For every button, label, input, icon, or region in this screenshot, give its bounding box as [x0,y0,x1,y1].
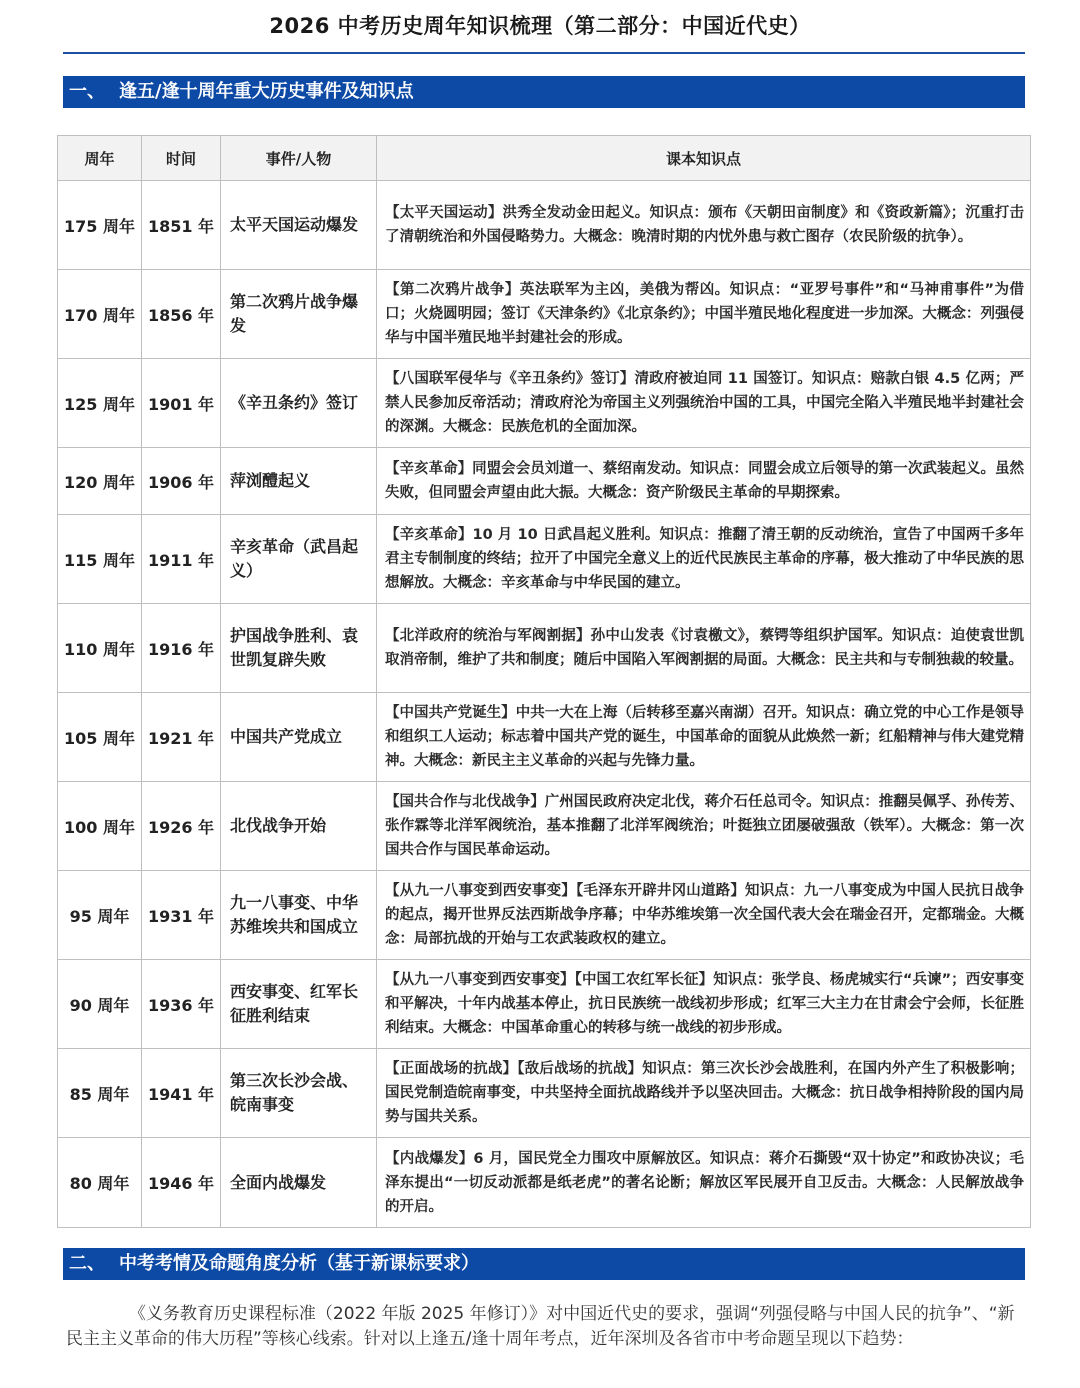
table-row [58,1138,1031,1228]
event-cell: 《辛丑条约》签订 [221,359,377,448]
anniversary-cell: 115 周年 [58,515,142,604]
year-cell: 1906 年 [142,448,221,515]
table-row [58,515,1031,604]
knowledge-points-cell: 【国共合作与北伐战争】广州国民政府决定北伐，蒋介石任总司令。知识点：推翻吴佩孚、孙传芳、张作霖等北洋军阀统治，基本推翻了北洋军阀统治；叶挺独立团屡破强敌（铁军）。大概念：第一次国共合作与国民革命运动。 [377,782,1031,871]
knowledge-points-cell: 【八国联军侵华与《辛丑条约》签订】清政府被迫同 11 国签订。知识点：赔款白银 4.5 亿两；严禁人民参加反帝活动；清政府沦为帝国主义列强统治中国的工具，中国完全陷入半殖民地半封建社会的深渊。大概念：民族危机的全面加深。 [377,359,1031,448]
knowledge-points-cell: 【正面战场的抗战】【敌后战场的抗战】知识点：第三次长沙会战胜利，在国内外产生了积极影响；国民党制造皖南事变，中共坚持全面抗战路线并予以坚决回击。大概念：抗日战争相持阶段的国内局势与国共关系。 [377,1049,1031,1138]
knowledge-points-cell: 【从九一八事变到西安事变】【毛泽东开辟井冈山道路】知识点：九一八事变成为中国人民抗日战争的起点，揭开世界反法西斯战争序幕；中华苏维埃第一次全国代表大会在瑞金召开，定都瑞金。大概念：局部抗战的开始与工农武装政权的建立。 [377,871,1031,960]
section-2-header [63,1248,1025,1280]
knowledge-points-cell: 【辛亥革命】10 月 10 日武昌起义胜利。知识点：推翻了清王朝的反动统治，宣告了中国两千多年君主专制制度的终结；拉开了中国完全意义上的近代民族民主革命的序幕，极大推动了中华民族的思想解放。大概念：辛亥革命与中华民国的建立。 [377,515,1031,604]
event-cell: 辛亥革命（武昌起义） [221,515,377,604]
year-cell: 1856 年 [142,270,221,359]
knowledge-points-cell: 【太平天国运动】洪秀全发动金田起义。知识点：颁布《天朝田亩制度》和《资政新篇》；沉重打击了清朝统治和外国侵略势力。大概念：晚清时期的内忧外患与救亡图存（农民阶级的抗争）。 [377,181,1031,270]
year-cell: 1851 年 [142,181,221,270]
header-knowledge-points: 课本知识点 [377,136,1031,181]
knowledge-points-cell: 【第二次鸦片战争】英法联军为主凶，美俄为帮凶。知识点：“亚罗号事件”和“马神甫事件”为借口；火烧圆明园；签订《天津条约》《北京条约》；中国半殖民地化程度进一步加深。大概念：列强侵华与中国半殖民地半封建社会的形成。 [377,270,1031,359]
anniversary-cell: 110 周年 [58,604,142,693]
year-cell: 1931 年 [142,871,221,960]
section-2-title: 中考考情及命题角度分析（基于新课标要求） [119,1253,479,1274]
table-row [58,604,1031,693]
event-cell: 萍浏醴起义 [221,448,377,515]
table-row [58,960,1031,1049]
event-cell: 西安事变、红军长征胜利结束 [221,960,377,1049]
event-cell: 护国战争胜利、袁世凯复辟失败 [221,604,377,693]
table-row [58,359,1031,448]
header-event: 事件/人物 [221,136,377,181]
title-divider [63,52,1025,54]
year-cell: 1946 年 [142,1138,221,1228]
knowledge-points-cell: 【内战爆发】6 月，国民党全力围攻中原解放区。知识点：蒋介石撕毁“双十协定”和政协决议；毛泽东提出“一切反动派都是纸老虎”的著名论断；解放区军民展开自卫反击。大概念：人民解放战争的开启。 [377,1138,1031,1228]
year-cell: 1936 年 [142,960,221,1049]
anniversary-cell: 80 周年 [58,1138,142,1228]
year-cell: 1901 年 [142,359,221,448]
year-cell: 1921 年 [142,693,221,782]
table-row [58,693,1031,782]
year-cell: 1911 年 [142,515,221,604]
table-header-row [58,136,1031,181]
table-row [58,871,1031,960]
year-cell: 1941 年 [142,1049,221,1138]
event-cell: 第三次长沙会战、皖南事变 [221,1049,377,1138]
table-row [58,448,1031,515]
event-cell: 九一八事变、中华苏维埃共和国成立 [221,871,377,960]
events-table [57,135,1031,1228]
event-cell: 中国共产党成立 [221,693,377,782]
anniversary-cell: 105 周年 [58,693,142,782]
year-cell: 1916 年 [142,604,221,693]
section-2-number: 二、 [69,1253,105,1274]
knowledge-points-cell: 【辛亥革命】同盟会会员刘道一、蔡绍南发动。知识点：同盟会成立后领导的第一次武装起义。虽然失败，但同盟会声望由此大振。大概念：资产阶级民主革命的早期探索。 [377,448,1031,515]
table-row [58,782,1031,871]
event-cell: 全面内战爆发 [221,1138,377,1228]
anniversary-cell: 100 周年 [58,782,142,871]
table-row [58,1049,1031,1138]
knowledge-points-cell: 【中国共产党诞生】中共一大在上海（后转移至嘉兴南湖）召开。知识点：确立党的中心工作是领导和组织工人运动；标志着中国共产党的诞生，中国革命的面貌从此焕然一新；红船精神与伟大建党精神。大概念：新民主主义革命的兴起与先锋力量。 [377,693,1031,782]
anniversary-cell: 120 周年 [58,448,142,515]
header-anniversary: 周年 [58,136,142,181]
page-title: 2026 中考历史周年知识梳理（第二部分：中国近代史） [269,14,811,38]
knowledge-points-cell: 【从九一八事变到西安事变】【中国工农红军长征】知识点：张学良、杨虎城实行“兵谏”；西安事变和平解决，十年内战基本停止，抗日民族统一战线初步形成；红军三大主力在甘肃会宁会师，长征胜利结束。大概念：中国革命重心的转移与统一战线的初步形成。 [377,960,1031,1049]
anniversary-cell: 85 周年 [58,1049,142,1138]
header-time: 时间 [142,136,221,181]
anniversary-cell: 125 周年 [58,359,142,448]
event-cell: 第二次鸦片战争爆发 [221,270,377,359]
anniversary-cell: 175 周年 [58,181,142,270]
anniversary-cell: 95 周年 [58,871,142,960]
table-row [58,270,1031,359]
anniversary-cell: 90 周年 [58,960,142,1049]
anniversary-cell: 170 周年 [58,270,142,359]
knowledge-points-cell: 【北洋政府的统治与军阀割据】孙中山发表《讨袁檄文》，蔡锷等组织护国军。知识点：迫使袁世凯取消帝制，维护了共和制度；随后中国陷入军阀割据的局面。大概念：民主共和与专制独裁的较量。 [377,604,1031,693]
section-1-number: 一、 [69,81,105,102]
year-cell: 1926 年 [142,782,221,871]
event-cell: 太平天国运动爆发 [221,181,377,270]
analysis-paragraph: 《义务教育历史课程标准（2022 年版 2025 年修订）》对中国近代史的要求，强调“列强侵略与中国人民的抗争”、“新民主主义革命的伟大历程”等核心线索。针对以上逢五/逢十周年考点，近年深圳及各省市中考命题呈现以下趋势： [66,1304,1015,1349]
section-1-title: 逢五/逢十周年重大历史事件及知识点 [119,81,414,102]
section-1-header [63,76,1025,108]
table-row [58,181,1031,270]
event-cell: 北伐战争开始 [221,782,377,871]
